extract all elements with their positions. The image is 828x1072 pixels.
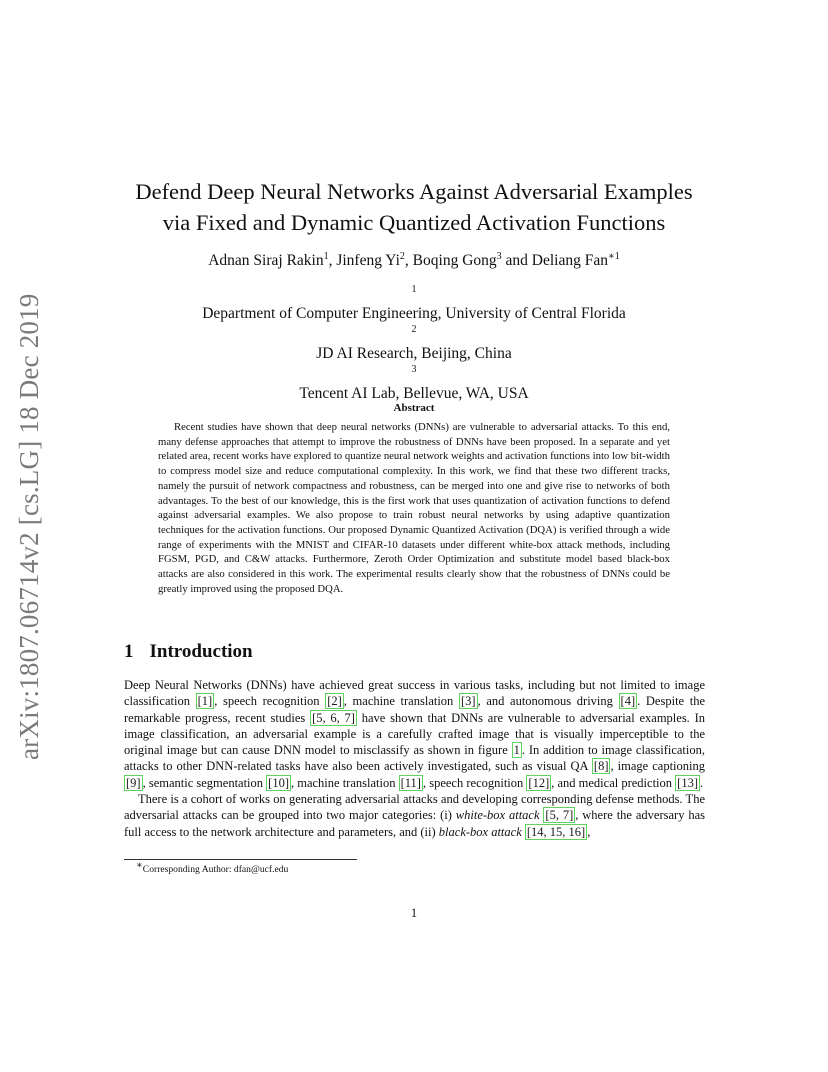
section-heading bbox=[124, 641, 253, 663]
affiliation-mark: 2 bbox=[411, 323, 417, 335]
paragraph-text: Deep Neural Networks (DNNs) have achieved great success in various tasks, including but not limited to image classification bbox=[124, 678, 705, 709]
page-number: 1 bbox=[410, 906, 418, 920]
paragraph-text: , bbox=[587, 824, 591, 839]
affiliation bbox=[0, 364, 828, 404]
affiliation bbox=[0, 284, 828, 324]
affiliation-mark: 3 bbox=[411, 363, 417, 375]
paragraph-text: , speech recognition bbox=[422, 775, 527, 790]
paragraph-text: , machine translation bbox=[290, 775, 399, 790]
author-name: Boqing Gong bbox=[412, 252, 497, 269]
author-name: Adnan Siraj Rakin bbox=[208, 252, 324, 269]
paragraph-text: . In addition to image classification, attacks to other DNN-related tasks have also been actively investigated, such as visual QA bbox=[124, 743, 706, 774]
citation-link[interactable]: [9] bbox=[126, 775, 141, 790]
author-separator: and bbox=[501, 252, 532, 269]
citation-link[interactable]: [5, 6, 7] bbox=[312, 710, 355, 725]
paragraph-text: , machine translation bbox=[343, 694, 459, 709]
introduction-body bbox=[124, 677, 705, 840]
paper-title-line: via Fixed and Dynamic Quantized Activation Functions bbox=[162, 210, 666, 235]
emphasized-term: black-box attack bbox=[438, 824, 522, 839]
abstract-heading: Abstract bbox=[393, 402, 435, 414]
citation-link[interactable]: [8] bbox=[593, 759, 609, 774]
citation-link[interactable]: [1] bbox=[197, 694, 213, 709]
citation-link[interactable]: [10] bbox=[268, 775, 289, 790]
author-name: Jinfeng Yi bbox=[336, 252, 400, 269]
citation-link[interactable]: [13] bbox=[677, 775, 698, 790]
section-number: 1 bbox=[124, 641, 134, 662]
author-separator: , bbox=[404, 252, 413, 269]
citation-link[interactable]: 1 bbox=[513, 743, 520, 758]
author-affiliation-mark: ∗1 bbox=[607, 250, 620, 262]
citation-link[interactable]: [4] bbox=[620, 694, 636, 709]
paper-title bbox=[0, 176, 828, 238]
footnote-mark: ∗ bbox=[136, 859, 143, 871]
emphasized-term: white-box attack bbox=[455, 808, 540, 823]
abstract-text: Recent studies have shown that deep neural networks (DNNs) are vulnerable to adversarial attacks. To this end, many defense approaches that attempt to improve the robustness of DNNs have been proposed. In a separate and yet related area, recent works have explored to quantize neural network weights and activation functions into low bit-width to compress model size and reduce computational complexity. In this work, we find that these two different tracks, namely the pursuit of network compactness and robustness, can be merged into one and give rise to networks of both advantages. To the best of our knowledge, this is the first work that uses quantization of activation functions to defend against adversarial examples. We also propose to train robust neural networks by using adaptive quantization techniques for the activation functions. Our proposed Dynamic Quantized Activation (DQA) is verified through a wide range of experiments with the MNIST and CIFAR-10 datasets under different white-box attack methods, including FGSM, PGD, and C&W attacks. Furthermore, Zeroth Order Optimization and substitute model based black-box attacks are also considered in this work. The experimental results clearly show that the robustness of DNNs could be greatly improved using the proposed DQA. bbox=[158, 421, 670, 595]
footnote bbox=[136, 859, 289, 875]
citation-link[interactable]: [2] bbox=[327, 694, 342, 709]
arxiv-identifier-stamp: arXiv:1807.06714v2 [cs.LG] 18 Dec 2019 bbox=[14, 293, 44, 760]
paragraph-text: . bbox=[699, 775, 704, 790]
paragraph-text: , and medical prediction bbox=[551, 775, 676, 790]
section-title: Introduction bbox=[149, 641, 253, 662]
footnote-rule bbox=[124, 859, 357, 860]
citation-link[interactable]: [12] bbox=[528, 775, 550, 790]
author-separator: , bbox=[328, 252, 337, 269]
paragraph-text: , speech recognition bbox=[214, 694, 326, 709]
author-affiliation-mark: 2 bbox=[399, 250, 405, 262]
affiliation-text: Tencent AI Lab, Bellevue, WA, USA bbox=[299, 385, 529, 402]
author-affiliation-mark: 3 bbox=[496, 250, 502, 262]
paragraph-text: have shown that DNNs are vulnerable to adversarial examples. In image classification, an adversarial example is a carefully crafted image that is visually imperceptible to the original image but can cause DNN model to misclassify as shown in figure bbox=[124, 710, 706, 758]
paragraph-text: , image captioning bbox=[610, 759, 705, 774]
citation-link[interactable]: [5, 7] bbox=[545, 808, 574, 823]
paragraph-text: , semantic segmentation bbox=[142, 775, 267, 790]
paper-title-line: Defend Deep Neural Networks Against Adversarial Examples bbox=[135, 179, 693, 204]
abstract-body bbox=[158, 420, 670, 596]
citation-link[interactable]: [14, 15, 16] bbox=[526, 824, 586, 839]
paragraph-text: , where the adversary has full access to the network architecture and parameters, and (ii) bbox=[124, 808, 705, 839]
intro-paragraph-2 bbox=[124, 791, 705, 840]
author-name: Deliang Fan bbox=[531, 252, 608, 269]
paragraph-text: , and autonomous driving bbox=[477, 694, 619, 709]
affiliation-list bbox=[0, 284, 828, 404]
affiliation bbox=[0, 324, 828, 364]
affiliation-text: JD AI Research, Beijing, China bbox=[316, 345, 512, 362]
footnote-text: Corresponding Author: dfan@ucf.edu bbox=[142, 864, 289, 875]
citation-link[interactable]: [3] bbox=[460, 694, 476, 709]
affiliation-mark: 1 bbox=[411, 283, 417, 295]
author-list bbox=[0, 252, 828, 270]
citation-link[interactable]: [11] bbox=[400, 775, 421, 790]
author-affiliation-mark: 1 bbox=[323, 250, 329, 262]
intro-paragraph-1 bbox=[124, 677, 705, 791]
affiliation-text: Department of Computer Engineering, University of Central Florida bbox=[202, 305, 626, 322]
paragraph-text: . Despite the remarkable progress, recent studies bbox=[124, 694, 706, 725]
paragraph-text: There is a cohort of works on generating adversarial attacks and developing corresponding defense methods. The adversarial attacks can be grouped into two major categories: (i) bbox=[124, 792, 705, 823]
